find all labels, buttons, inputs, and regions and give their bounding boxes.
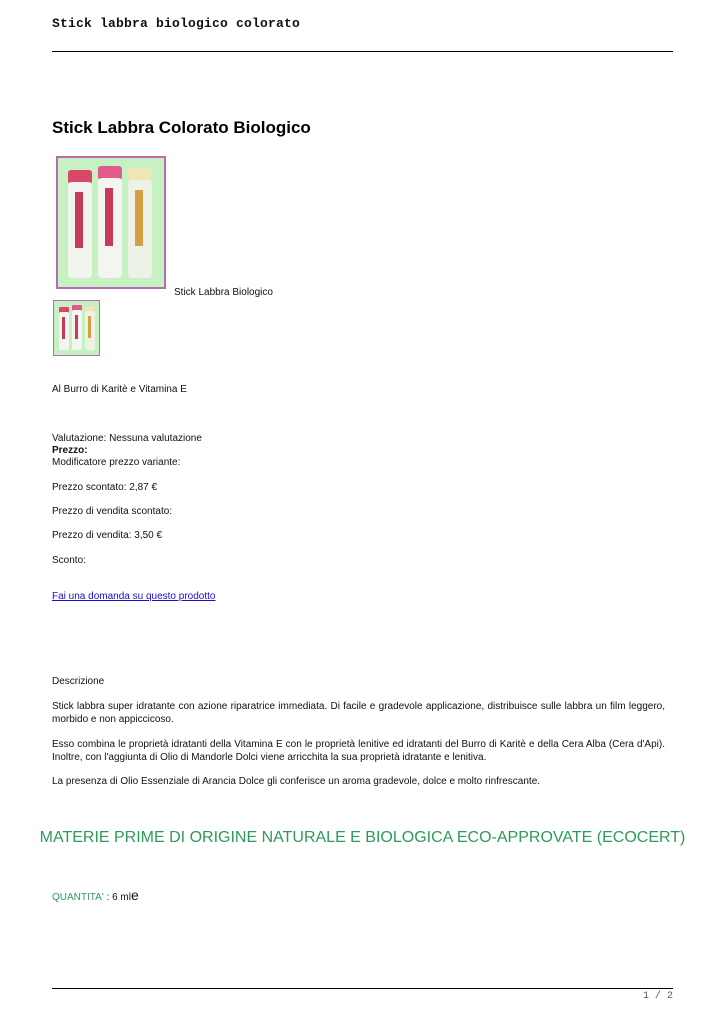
quantity-value: 6 ml bbox=[112, 892, 131, 903]
ask-question-link[interactable]: Fai una domanda su questo prodotto bbox=[52, 591, 216, 602]
quantity-trailing-char: e bbox=[130, 887, 139, 903]
quantity-label: QUANTITA' bbox=[52, 892, 104, 903]
certification-heading: MATERIE PRIME DI ORIGINE NATURALE E BIOLOGICA ECO-APPROVATE (ECOCERT) bbox=[39, 829, 686, 846]
description-paragraph: La presenza di Olio Essenziale di Arancia Dolce gli conferisce un aroma gradevole, dolce e molto rinfrescante. bbox=[52, 776, 541, 787]
product-thumbnail[interactable] bbox=[53, 300, 100, 356]
description-paragraph: Stick labbra super idratante con azione riparatrice immediata. Di facile e gradevole applicazione, distribuisce sulle labbra un film leggero, morbido e non appiccicoso. bbox=[52, 701, 665, 725]
rating-text: Valutazione: Nessuna valutazione bbox=[52, 433, 202, 444]
footer-rule bbox=[52, 988, 673, 989]
product-subtitle: Al Burro di Karitè e Vitamina E bbox=[52, 384, 187, 395]
lip-balm-thumbnail-illustration bbox=[54, 301, 99, 355]
header-rule bbox=[52, 51, 673, 52]
description-heading: Descrizione bbox=[52, 676, 105, 687]
page-number: 1 / 2 bbox=[642, 991, 673, 1002]
quantity-line bbox=[52, 887, 139, 903]
quantity-separator: : bbox=[103, 892, 113, 903]
lip-balm-sticks-illustration bbox=[58, 158, 164, 287]
sale-price: Prezzo di vendita: 3,50 € bbox=[52, 530, 163, 541]
discount-text: Sconto: bbox=[52, 555, 86, 566]
variant-price-modifier: Modificatore prezzo variante: bbox=[52, 457, 181, 468]
product-title: Stick Labbra Colorato Biologico bbox=[52, 118, 311, 137]
description-paragraph: Esso combina le proprietà idratanti della Vitamina E con le proprietà lenitive ed idratanti del Burro di Karitè e della Cera Alba (Cera d'Api). Inoltre, con l'aggiunta di Olio di Mandorle Dolci viene arricchita la sua proprietà idratante e lenitiva. bbox=[52, 739, 665, 763]
discounted-sale-price: Prezzo di vendita scontato: bbox=[52, 506, 173, 517]
image-caption: Stick Labbra Biologico bbox=[174, 287, 273, 298]
price-label: Prezzo: bbox=[52, 445, 88, 456]
discounted-price: Prezzo scontato: 2,87 € bbox=[52, 482, 158, 493]
product-image[interactable] bbox=[56, 156, 166, 289]
document-header-title: Stick labbra biologico colorato bbox=[52, 16, 301, 31]
